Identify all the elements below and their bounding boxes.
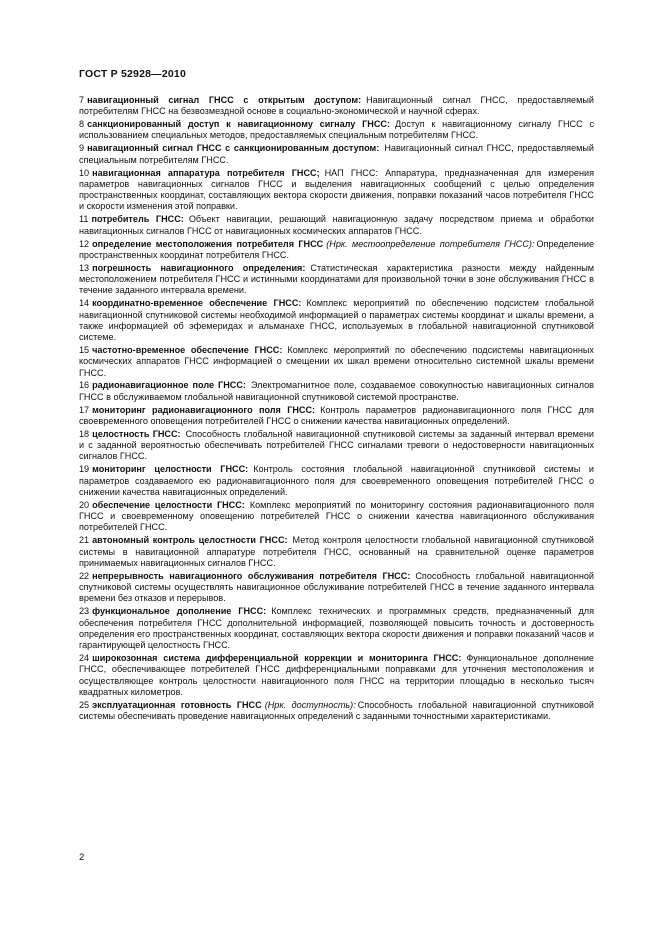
entry-number: 22 bbox=[79, 570, 90, 581]
entry-term: частотно-временное обеспечение ГНСС: bbox=[92, 344, 283, 355]
term-entry bbox=[79, 345, 594, 379]
entry-term: погрешность навигационного определения: bbox=[92, 262, 306, 273]
entry-term: автономный контроль целостности ГНСС: bbox=[92, 535, 288, 546]
entry-definition: Комплекс технических и программных средств, предназначенный для обеспечения потребителя ГНСС дополнительной информацией, позволяющей повысить точность и достоверность определения его пространственных координат, составляющих вектора скорости движения и поправки показаний часов и гарантирующей целостность ГНСС. bbox=[79, 606, 594, 651]
term-entry bbox=[79, 119, 594, 142]
entry-term: широкозонная система дифференциальной коррекции и мониторинга ГНСС: bbox=[92, 653, 462, 664]
document-header: ГОСТ Р 52928—2010 bbox=[79, 68, 187, 80]
entry-term: навигационный сигнал ГНСС с открытым доступом: bbox=[87, 95, 362, 105]
term-entry bbox=[79, 429, 594, 463]
entry-number: 23 bbox=[79, 606, 90, 617]
entry-number: 19 bbox=[79, 464, 90, 475]
entry-term: мониторинг радионавигационного поля ГНСС: bbox=[92, 404, 316, 415]
entry-definition: Контроль параметров радионавигационного поля ГНСС для своевременного оповещения потребителей ГНСС о снижении качества навигационных определений. bbox=[79, 404, 594, 426]
entry-number: 25 bbox=[79, 699, 90, 710]
entry-definition: Комплекс мероприятий по обеспечению подсистем глобальной навигационной спутниковой системы необходимой информацией о параметрах системы координат и шкалы времени, а также информацией об эфемеридах и альманахе ГНСС, используемых в глобальной навигационной спутниковой системе. bbox=[79, 298, 595, 343]
entry-definition: Навигационный сигнал ГНСС, предоставляемый специальным потребителям ГНСС. bbox=[79, 143, 594, 165]
entry-number: 13 bbox=[79, 262, 90, 273]
entry-term: радионавигационное поле ГНСС: bbox=[92, 380, 246, 391]
entry-definition: Доступ к навигационному сигналу ГНСС с использованием специальных методов, предоставляемых специальным потребителям ГНСС. bbox=[79, 119, 595, 141]
entry-definition: Контроль состояния глобальной навигационной спутниковой системы и параметров создаваемого ею радионавигационного поля для своевременного оповещения потребителей ГНСС о снижении качества навигационных определений. bbox=[79, 464, 594, 497]
term-entry bbox=[79, 95, 594, 118]
term-entry bbox=[79, 405, 594, 428]
entry-term: определение местоположения потребителя ГНСС bbox=[92, 238, 324, 249]
entry-number: 9 bbox=[79, 143, 85, 154]
term-entry bbox=[79, 653, 594, 698]
entry-term: непрерывность навигационного обслуживания потребителя ГНСС: bbox=[92, 570, 411, 581]
entry-term: координатно-временное обеспечение ГНСС: bbox=[92, 298, 302, 309]
entry-number: 24 bbox=[79, 653, 90, 664]
term-entry bbox=[79, 143, 594, 166]
entry-definition: Метод контроля целостности глобальной навигационной спутниковой системы в навигационной аппаратуре потребителя ГНСС, основанный на сравнительной оценке параметров принимаемых навигационных сигналов ГНСС. bbox=[79, 535, 594, 568]
entry-term: навигационная аппаратура потребителя ГНСС; bbox=[92, 167, 320, 178]
term-entry bbox=[79, 700, 594, 723]
entry-definition: Навигационный сигнал ГНСС, предоставляемый потребителям ГНСС на безвозмездной основе в социально-экономической и научной сферах. bbox=[79, 95, 594, 117]
term-entry bbox=[79, 380, 594, 403]
entry-definition: Комплекс мероприятий по обеспечению подсистемы навигационных космических аппаратов ГНСС информацией о смещении их шкал времени относительно системной шкалы времени ГНСС. bbox=[79, 344, 594, 378]
term-entry bbox=[79, 239, 594, 262]
entry-definition: Определение пространственных координат потребителя ГНСС. bbox=[79, 238, 594, 260]
entry-number: 7 bbox=[79, 95, 85, 105]
entry-term: потребитель ГНСС: bbox=[91, 214, 184, 225]
term-entry bbox=[79, 535, 594, 569]
entry-number: 10 bbox=[79, 167, 90, 178]
entry-number: 17 bbox=[79, 404, 90, 415]
entry-definition: Способность глобальной навигационной спутниковой системы обеспечивать проведение навигационных определений с заданными точностными характеристиками. bbox=[79, 699, 594, 722]
entry-term: целостность ГНСС: bbox=[92, 428, 181, 439]
term-entry bbox=[79, 606, 594, 651]
entry-term: навигационный сигнал ГНСС с санкционированным доступом: bbox=[87, 143, 380, 154]
term-entry bbox=[79, 464, 594, 498]
entry-number: 21 bbox=[79, 535, 90, 546]
entry-definition: Способность глобальной навигационной спутниковой системы за заданный интервал времени и с заданной вероятностью обеспечивать потребителей ГНСС сигналами тревоги о недостоверности навигационных сигналов ГНСС. bbox=[79, 428, 594, 462]
entry-definition: Способность глобальной навигационной спутниковой системы осуществлять навигационное обслуживание потребителей ГНСС в течение заданного интервала времени без отказов и перерывов. bbox=[79, 570, 594, 604]
entry-number: 11 bbox=[79, 214, 89, 225]
entry-term: санкционированный доступ к навигационному сигналу ГНСС: bbox=[87, 119, 391, 130]
entry-note: (Нрк. местоопределение потребителя ГНСС): bbox=[326, 238, 535, 249]
entry-number: 20 bbox=[79, 499, 90, 510]
entry-definition: Функциональное дополнение ГНСС, обеспечивающее потребителей ГНСС дифференциальными поправками для уточнения местоположения и осуществляющее контроль целостности навигационного поля ГНСС на территории площадью в несколько тысяч квадратных километров. bbox=[79, 653, 594, 697]
entry-number: 14 bbox=[79, 298, 90, 309]
entry-term: мониторинг целостности ГНСС: bbox=[92, 464, 249, 475]
entry-number: 18 bbox=[79, 428, 90, 439]
term-entry bbox=[79, 571, 594, 605]
entry-definition: Статистическая характеристика разности между найденным местоположением потребителя ГНСС и истинными координатами для произвольной точки в зоне обслуживания ГНСС в течение заданного интервала времени. bbox=[79, 262, 595, 296]
entry-number: 8 bbox=[79, 119, 85, 130]
entry-number: 16 bbox=[79, 380, 90, 391]
entry-definition: Электромагнитное поле, создаваемое совокупностью навигационных сигналов ГНСС в обслуживаемом глобальной навигационной спутниковой системой пространстве. bbox=[79, 380, 595, 402]
entry-note: (Нрк. доступность): bbox=[264, 699, 356, 710]
page-number: 2 bbox=[79, 852, 85, 863]
entry-definition: Комплекс мероприятий по мониторингу состояния радионавигационного поля ГНСС и своевременному оповещению потребителей ГНСС о снижении качества навигационного обслуживания потребителей ГНСС. bbox=[79, 499, 594, 533]
entry-term: обеспечение целостности ГНСС: bbox=[92, 499, 245, 510]
entry-definition: НАП ГНСС: Аппаратура, предназначенная для измерения параметров навигационных сигналов ГНСС и выделения навигационных сообщений с целью определения пространственных координат, составляющих вектора скорости движения, поправки показаний часов потребителя ГНСС и скорости изменения этой поправки. bbox=[79, 167, 594, 212]
term-entry bbox=[79, 168, 594, 213]
term-entry bbox=[79, 214, 594, 237]
entry-term: эксплуатационная готовность ГНСС bbox=[92, 699, 262, 710]
entry-number: 15 bbox=[79, 344, 90, 355]
term-entry bbox=[79, 298, 594, 343]
terms-list bbox=[79, 95, 594, 724]
entry-number: 12 bbox=[79, 238, 90, 249]
entry-definition: Объект навигации, решающий навигационную задачу посредством приема и обработки навигационных сигналов ГНСС от навигационных космических аппаратов ГНСС. bbox=[79, 214, 594, 236]
entry-term: функциональное дополнение ГНСС: bbox=[92, 606, 267, 617]
term-entry bbox=[79, 263, 594, 297]
term-entry bbox=[79, 500, 594, 534]
